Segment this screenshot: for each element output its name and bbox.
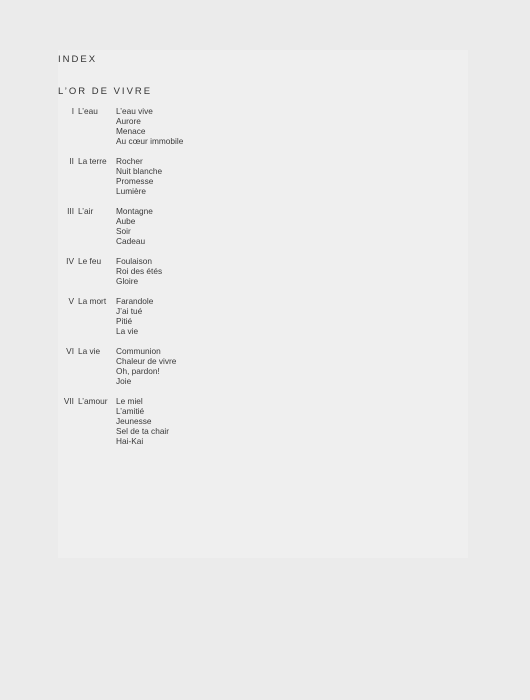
poem-title: L’eau vive — [116, 106, 153, 116]
chapter-numeral: V — [68, 296, 74, 306]
poem-list — [116, 106, 304, 146]
poem-list — [116, 156, 304, 196]
chapter-entry — [54, 346, 304, 386]
chapter-theme: La mort — [78, 296, 107, 306]
poem-title: Pitié — [116, 316, 133, 326]
chapter-theme: L’eau — [78, 106, 98, 116]
poem-list — [116, 296, 304, 336]
poem-title: Foulaison — [116, 256, 152, 266]
poem-list — [116, 346, 304, 386]
poem-title: Farandole — [116, 296, 154, 306]
poem-title: Au cœur immobile — [116, 136, 184, 146]
chapter-numeral: II — [69, 156, 74, 166]
book-title: L’OR DE VIVRE — [58, 86, 153, 97]
chapter-entry — [54, 296, 304, 336]
chapter-theme: Le feu — [78, 256, 102, 266]
poem-title: Cadeau — [116, 236, 146, 246]
poem-title: Le miel — [116, 396, 143, 406]
poem-title: Soir — [116, 226, 131, 236]
chapter-theme: La terre — [78, 156, 107, 166]
poem-title: Gloire — [116, 276, 139, 286]
chapter-theme: La vie — [78, 346, 101, 356]
chapter-theme: L’air — [78, 206, 94, 216]
table-of-contents — [54, 106, 304, 456]
poem-title: Sel de ta chair — [116, 426, 170, 436]
poem-title: J’ai tué — [116, 306, 143, 316]
poem-title: Nuit blanche — [116, 166, 163, 176]
chapter-theme: L’amour — [78, 396, 108, 406]
poem-list — [116, 396, 304, 446]
chapter-entry — [54, 156, 304, 196]
chapter-entry — [54, 256, 304, 286]
poem-title: Joie — [116, 376, 132, 386]
poem-title: Montagne — [116, 206, 153, 216]
poem-title: Promesse — [116, 176, 154, 186]
chapter-numeral: I — [71, 106, 74, 116]
chapter-entry — [54, 106, 304, 146]
poem-title: La vie — [116, 326, 139, 336]
index-heading: INDEX — [58, 54, 98, 65]
poem-list — [116, 256, 304, 286]
chapter-entry — [54, 396, 304, 446]
chapter-numeral: IV — [66, 256, 74, 266]
chapter-numeral: III — [67, 206, 74, 216]
poem-title: Menace — [116, 126, 146, 136]
chapter-entry — [54, 206, 304, 246]
poem-title: Jeunesse — [116, 416, 152, 426]
poem-title: Rocher — [116, 156, 143, 166]
poem-title: Chaleur de vivre — [116, 356, 177, 366]
poem-title: Oh, pardon! — [116, 366, 160, 376]
chapter-numeral: VII — [63, 396, 74, 406]
poem-title: Roi des étés — [116, 266, 163, 276]
poem-list — [116, 206, 304, 246]
poem-title: Aube — [116, 216, 136, 226]
poem-title: Hai-Kai — [116, 436, 144, 446]
poem-title: Lumière — [116, 186, 146, 196]
poem-title: Communion — [116, 346, 161, 356]
poem-title: Aurore — [116, 116, 141, 126]
poem-title: L’amitié — [116, 406, 145, 416]
chapter-numeral: VI — [66, 346, 74, 356]
